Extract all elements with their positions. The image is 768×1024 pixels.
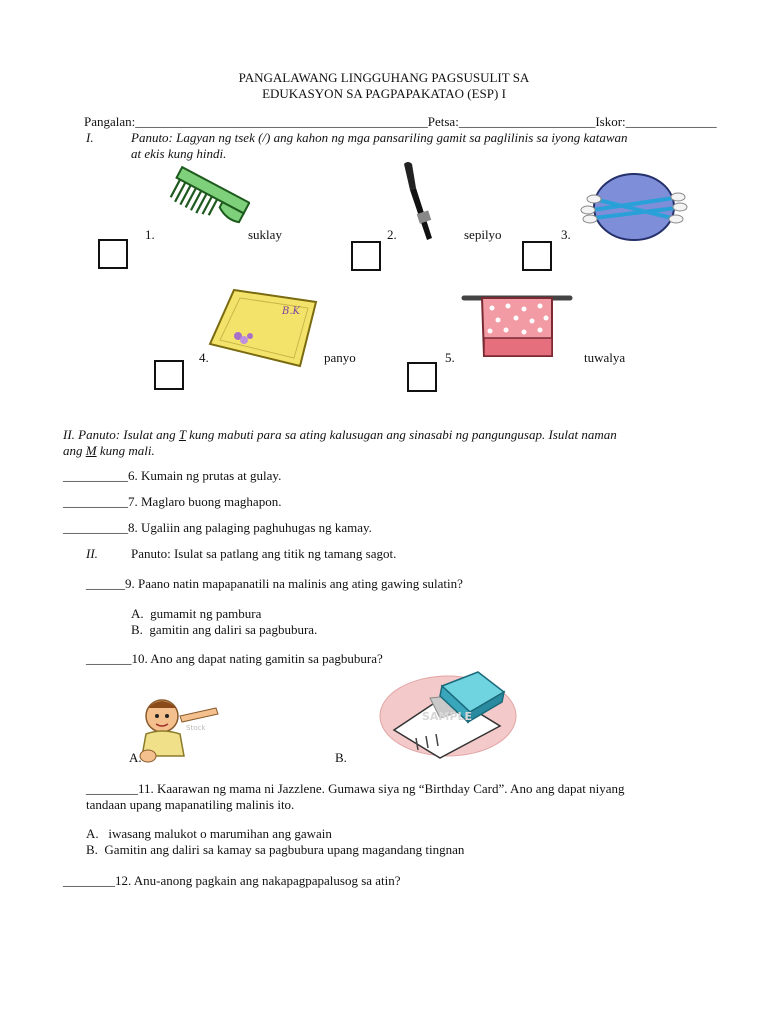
- q11-choice-b-text: Gamitin ang daliri sa kamay sa pagbubura upang magandang tingnan: [104, 842, 465, 857]
- q10-choice-a[interactable]: A.: [129, 750, 142, 765]
- part2-instruction-line2: [63, 443, 155, 459]
- answer-blank-10[interactable]: _______: [86, 651, 132, 666]
- question-9-text: 9. Paano natin mapapanatili na malinis ang ating gawing sulatin?: [125, 576, 463, 591]
- item-1-number: 1.: [145, 227, 155, 242]
- q11-choice-a-letter: A.: [86, 826, 99, 841]
- name-field[interactable]: _____________________________________________: [135, 114, 428, 129]
- question-8: [63, 520, 372, 536]
- answer-blank-8[interactable]: __________: [63, 520, 128, 535]
- part3-numeral: II.: [86, 546, 98, 561]
- part1-instruction-line1: Panuto: Lagyan ng tsek (/) ang kahon ng mga pansariling gamit sa paglilinis sa iyong katawan: [131, 130, 628, 145]
- question-11-text-line1: 11. Kaarawan ng mama ni Jazzlene. Gumawa siya ng “Birthday Card”. Ano ang dapat niyang: [138, 781, 625, 796]
- cotton-buds-icon: [578, 172, 690, 242]
- handkerchief-icon: [204, 284, 322, 370]
- question-11-text-line2: tandaan upang mapanatiling malinis ito.: [86, 797, 295, 812]
- comb-icon: [160, 164, 250, 242]
- score-label: Iskor:: [595, 114, 626, 129]
- toothbrush-icon: [398, 158, 438, 242]
- part1-numeral: I.: [86, 130, 94, 145]
- question-6-text: 6. Kumain ng prutas at gulay.: [128, 468, 282, 483]
- q9-choice-b[interactable]: [131, 622, 317, 638]
- question-6: [63, 468, 281, 484]
- sample-watermark: SAMPLE: [422, 710, 472, 723]
- question-11-line1: [86, 781, 625, 797]
- date-label: Petsa:: [427, 114, 459, 129]
- baby-finger-icon: [136, 694, 222, 764]
- q11-choice-a[interactable]: [86, 826, 332, 842]
- q11-choice-b-letter: B.: [86, 842, 98, 857]
- handkerchief-monogram: B.K: [282, 306, 300, 317]
- part2-instruction-line2-post: kung mali.: [96, 443, 155, 458]
- question-7: [63, 494, 281, 510]
- item-4-label: panyo: [324, 350, 356, 365]
- item-2-number: 2.: [387, 227, 397, 242]
- name-label: Pangalan:: [84, 114, 136, 129]
- answer-blank-11[interactable]: ________: [86, 781, 138, 796]
- info-line: [84, 114, 717, 130]
- eraser-icon: [378, 668, 518, 760]
- item-3-number: 3.: [561, 227, 571, 242]
- part2-instruction-line2-pre: ang: [63, 443, 86, 458]
- t-letter: T: [178, 427, 186, 442]
- q11-choice-a-text: iwasang malukot o marumihan ang gawain: [108, 826, 332, 841]
- checkbox-item-1[interactable]: [98, 239, 128, 269]
- answer-blank-6[interactable]: __________: [63, 468, 128, 483]
- score-field[interactable]: ______________: [625, 114, 717, 129]
- part2-instruction-mid: kung mabuti para sa ating kalusugan ang sinasabi ng pangungusap. Isulat naman: [185, 427, 617, 442]
- q9-choice-a-text: gumamit ng pambura: [150, 606, 262, 621]
- q10-choice-b[interactable]: B.: [335, 750, 347, 765]
- question-12: [63, 873, 401, 889]
- item-1-label: suklay: [248, 227, 282, 242]
- q9-choice-b-letter: B.: [131, 622, 143, 637]
- q9-choice-a[interactable]: [131, 606, 261, 622]
- part3-instruction: Panuto: Isulat sa patlang ang titik ng tamang sagot.: [131, 546, 397, 561]
- title-line-1: PANGALAWANG LINGGUHANG PAGSUSULIT SA: [238, 70, 530, 85]
- answer-blank-9[interactable]: ______: [86, 576, 125, 591]
- checkbox-item-2[interactable]: [351, 241, 381, 271]
- title-line-2: EDUKASYON SA PAGPAPAKATAO (ESP) I: [262, 86, 506, 101]
- question-7-text: 7. Maglaro buong maghapon.: [128, 494, 282, 509]
- q11-choice-b[interactable]: [86, 842, 464, 858]
- question-10-text: 10. Ano ang dapat nating gamitin sa pagbubura?: [131, 651, 383, 666]
- question-10: [86, 651, 383, 667]
- answer-blank-7[interactable]: __________: [63, 494, 128, 509]
- part2-instruction-pre: II. Panuto: Isulat ang: [63, 427, 179, 442]
- part2-instruction-line1: [63, 427, 617, 443]
- answer-blank-12[interactable]: ________: [63, 873, 115, 888]
- q9-choice-b-text: gamitin ang daliri sa pagbubura.: [149, 622, 318, 637]
- part1-instruction-line2: at ekis kung hindi.: [131, 146, 227, 161]
- towel-icon: [460, 290, 574, 360]
- question-9: [86, 576, 463, 592]
- date-field[interactable]: _____________________: [458, 114, 596, 129]
- q9-choice-a-letter: A.: [131, 606, 144, 621]
- m-letter: M: [85, 443, 97, 458]
- question-12-text: 12. Anu-anong pagkain ang nakapagpapalusog sa atin?: [115, 873, 401, 888]
- stock-watermark: Stock: [186, 724, 206, 732]
- item-2-label: sepilyo: [464, 227, 502, 242]
- item-5-label: tuwalya: [584, 350, 626, 365]
- checkbox-item-5[interactable]: [407, 362, 437, 392]
- checkbox-item-3[interactable]: [522, 241, 552, 271]
- item-5-number: 5.: [445, 350, 455, 365]
- checkbox-item-4[interactable]: [154, 360, 184, 390]
- item-4-number: 4.: [199, 350, 209, 365]
- question-8-text: 8. Ugaliin ang palaging paghuhugas ng kamay.: [128, 520, 372, 535]
